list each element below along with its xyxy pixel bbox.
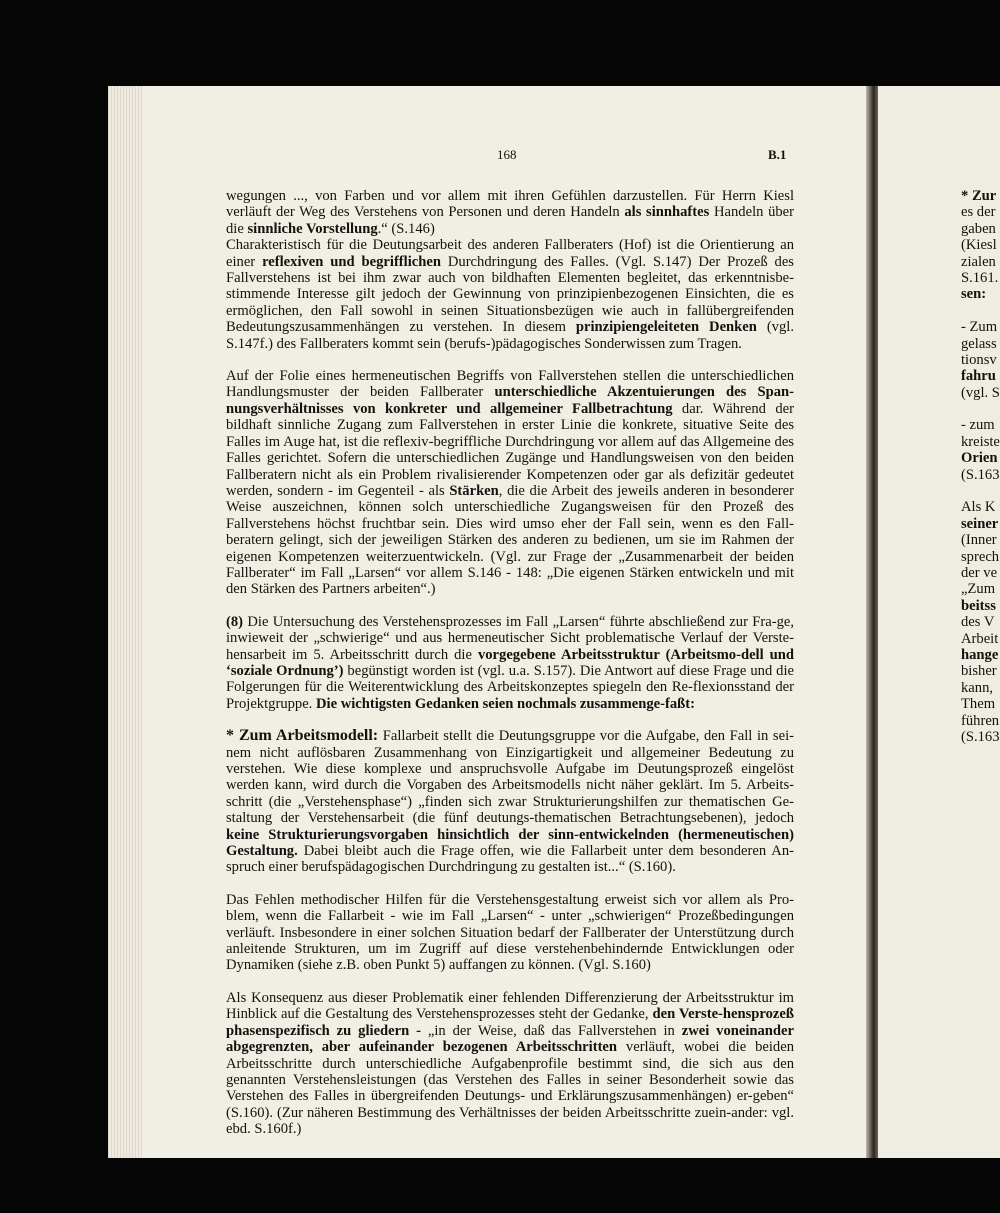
- right-page-line: [961, 483, 1000, 499]
- bold-run: Stärken: [449, 482, 499, 499]
- right-page-line: (S.163: [961, 728, 1000, 745]
- bold-run: den Verste-hensprozeß phasenspezifisch zu gliedern -: [226, 1006, 794, 1039]
- right-page-line: Them: [961, 696, 996, 713]
- paragraph: [226, 188, 794, 237]
- right-page-line: gaben: [961, 220, 996, 237]
- right-page-line: Als K: [961, 499, 996, 516]
- text-run: (vgl. S.147f.) des Fallberaters kommt sein (berufs-)pädagogisches Sonderwissen zum Tragen.: [226, 319, 794, 352]
- right-page-line: hange: [961, 646, 999, 663]
- bold-run: als sinnhaftes: [624, 204, 710, 221]
- text-run: Dabei bleibt auch die Frage offen, wie die Fallarbeit unter dem besonderen An-spruch einer berufspädagogischen Durchdringung zu gestalten ist...“ (S.160).: [226, 843, 794, 876]
- right-page-line: „Zum: [961, 581, 996, 598]
- right-page-line: (Kiesl: [961, 237, 997, 254]
- bold-run: * Zum Arbeitsmodell:: [226, 727, 379, 745]
- bold-run: vorgegebene Arbeitsstruktur (Arbeitsmo-dell und ‘soziale Ordnung’): [226, 646, 794, 679]
- section-label: B.1: [768, 147, 787, 162]
- right-page-line: - zum: [961, 417, 995, 434]
- bold-run: prinzipiengeleiteten Denken: [575, 319, 757, 336]
- bold-run: zwei voneinander abgegrenzten, aber aufeinander bezogenen Arbeitsschritten: [226, 1022, 794, 1056]
- text-run: Als Konsequenz aus dieser Problematik einer fehlenden Differenzierung der Arbeitsstruktur im Hinblick auf die Gestaltung des Verstehensprozesses steht der Gedanke,: [226, 989, 794, 1023]
- bold-run: Die wichtigsten Gedanken seien nochmals zusammenge-faßt:: [315, 695, 696, 712]
- right-page-line: führen: [961, 712, 1000, 729]
- text-run: verläuft, wobei die beiden Arbeitsschritte durch unterschiedliche Aufgabenprofile bestimmt sind, die sich aus den genannten Verstehensleistungen (das Verstehen des Falles in seiner Besonderheit sowie das Verstehen des Falles in übergreifenden Deutungs- und Erklärungszusammenhängen) er-geben“ (S.160). (Zur näheren Bestimmung des Verhältnisses der beiden Arbeitsschritte zuein-ander: vgl. ebd. S.160f.): [226, 1039, 794, 1138]
- right-page-line: (Inner: [961, 532, 997, 549]
- text-run: dar. Während der bildhaft sinnliche Zugang zum Fallverstehen in erster Linie die konkrete, situative Seite des Falles im Auge hat, ist die reflexiv-begriffliche Durchdringung vor allem auf das Allgemeine des Falles gerichtet. Sofern die unterschiedlichen Zugänge und Handlungsweisen von den beiden Fallberatern nicht als ein Problem rivalisierender Kompetenzen oder gar als defizitär gedeutet werden, sondern - im Gegenteil - als: [226, 400, 794, 499]
- text-run: Fallarbeit stellt die Deutungsgruppe vor die Aufgabe, den Fall in sei-nem nicht auflösbaren Zusammenhang von Einzigartigkeit und allgemeiner Bedeutung zu verstehen. Wie diese komplexe und anspruchsvolle Aufgabe im Deutungsprozeß eingelöst werden kann, wird durch die Vorgaben des Arbeitsmodells nicht näher geklärt. Im 5. Arbeits-schritt (die „Verstehensphase“) „finden sich zwar Strukturierungshilfen zur thematischen Ge-staltung der Verstehensarbeit (die fünf deutungs-thematischen Betrachtungsebenen), jedoch: [226, 728, 794, 827]
- right-page-line: beitss: [961, 597, 996, 614]
- right-page-line: fahru: [961, 368, 996, 385]
- text-run: Handeln über die: [226, 204, 795, 237]
- page-body-text: [226, 188, 794, 1154]
- right-page-line: sprech: [961, 548, 1000, 565]
- right-page-line: [961, 303, 1000, 319]
- page-number: 168: [497, 147, 517, 162]
- right-page-line: es der: [961, 204, 996, 221]
- bold-run: sinnliche Vorstellung: [247, 220, 378, 237]
- text-run: begünstigt worden ist (vgl. u.a. S.157). Die Antwort auf diese Frage und die Folgerungen für die Weiterentwicklung des Arbeitskonzeptes spiegeln den Re-flexionsstand der Projektgruppe.: [226, 662, 795, 712]
- bold-run: keine Strukturierungsvorgaben hinsichtlich der sinn-entwickelnden (hermeneutischen) Gestaltung.: [226, 826, 794, 860]
- right-page-line: kreiste: [961, 433, 1000, 450]
- right-page-line: sen:: [961, 286, 987, 303]
- paragraph: [226, 614, 794, 712]
- right-page-line: - Zum: [961, 319, 998, 336]
- paragraph: [226, 237, 794, 352]
- right-page-line: seiner: [961, 515, 999, 532]
- paragraph: [226, 728, 794, 876]
- right-page-line: des V: [961, 614, 995, 631]
- right-page-line: (vgl. S: [961, 384, 1000, 401]
- right-page-line: (S.163: [961, 466, 1000, 483]
- right-page-line: kann,: [961, 679, 994, 696]
- text-run: Das Fehlen methodischer Hilfen für die Verstehensgestaltung erweist sich vor allem als Pro-blem, wenn die Fallarbeit - wie im Fall „Larsen“ - unter „schwierigen“ Prozeßbedingungen verläuft. Insbesondere in einer solchen Situation bedarf der Fallberater der Unterstützung durch anleitende Strukturen, um im Zugriff auf diese verstehenbehindernde Entwicklungen oder Dynamiken (siehe z.B. oben Punkt 5) auffangen zu können. (Vgl. S.160): [226, 891, 794, 974]
- right-page-line: * Zur: [961, 188, 997, 204]
- bold-run: (8): [226, 613, 244, 630]
- text-run: Die Untersuchung des Verstehensprozesses im Fall „Larsen“ führte abschließend zur Fra-ge, inwieweit der „schwierige“ und aus hermeneutischer Sicht problematische Verlauf der Verste-hensarbeit im 5. Arbeitsschritt durch die: [226, 613, 794, 663]
- right-page-line: zialen: [961, 253, 996, 270]
- bold-run: reflexiven und begrifflichen: [262, 253, 441, 270]
- text-run: Auf der Folie eines hermeneutischen Begriffs von Fallverstehen stellen die unterschiedlichen Handlungsmuster der beiden Fallberater: [226, 368, 794, 401]
- text-run: Durchdringung des Falles. (Vgl. S.147) Der Prozeß des Fallverstehens ist bei ihm zwar auch von bildhaften Elementen begleitet, das erkenntnisbe-stimmende Interesse gilt jedoch der Gewinnung von prinzipienbezogenen Einsichten, die es ermöglichen, den Fall sowohl in seinen Situationsbezügen wie auch in fallübergreifenden Bedeutungszusammenhängen zu verstehen. In diesem: [226, 253, 794, 336]
- text-run: , die die Arbeit des jeweils anderen in besonderer Weise auszeichnen, können solch unterschiedliche Zugangsweisen für den Prozeß des Fallverstehens höchst fruchtbar sein. Dies wird umso eher der Fall sein, wenn es den Fall-beratern gelingt, sich der jeweiligen Stärken des anderen zu bedienen, um sie im Rahmen der eigenen Kompetenzen weiterzuentwickeln. (Vgl. zur Frage der „Zusammenarbeit der beiden Fallberater“ im Fall „Larsen“ vor allem S.146 - 148: „Die eigenen Stärken entwickeln und mit den Stärken des Partners arbeiten“.): [226, 482, 794, 598]
- text-run: Charakteristisch für die Deutungsarbeit des anderen Fallberaters (Hof) ist die Orientierung an einer: [226, 237, 794, 270]
- right-page-line: [961, 401, 1000, 417]
- right-page-line: bisher: [961, 663, 997, 680]
- right-page-line: tionsv: [961, 351, 997, 368]
- paragraph: [226, 990, 794, 1138]
- paragraph: [226, 368, 794, 598]
- text-run: wegungen ..., von Farben und vor allem mit ihren Gefühlen darzustellen. Für Herrn Kiesl verläuft der Weg des Verstehens von Personen und deren Handeln: [226, 188, 794, 221]
- right-page-line: S.161.: [961, 269, 999, 286]
- right-page-line: gelass: [961, 335, 997, 352]
- text-run: „in der Weise, daß das Fallverstehen in: [420, 1022, 682, 1039]
- right-page-line: Orien: [961, 450, 998, 467]
- right-page-line: der ve: [961, 564, 998, 581]
- page-edges: [108, 86, 142, 1158]
- right-page-line: Arbeit: [961, 630, 999, 647]
- text-run: .“ (S.146): [377, 220, 435, 237]
- right-page-text-fragments: [961, 188, 1000, 745]
- paragraph: [226, 892, 794, 974]
- bold-run: unterschiedliche Akzentuierungen des Span-nungsverhältnisses von konkreter und allgemeiner Fallbetrachtung: [226, 384, 794, 417]
